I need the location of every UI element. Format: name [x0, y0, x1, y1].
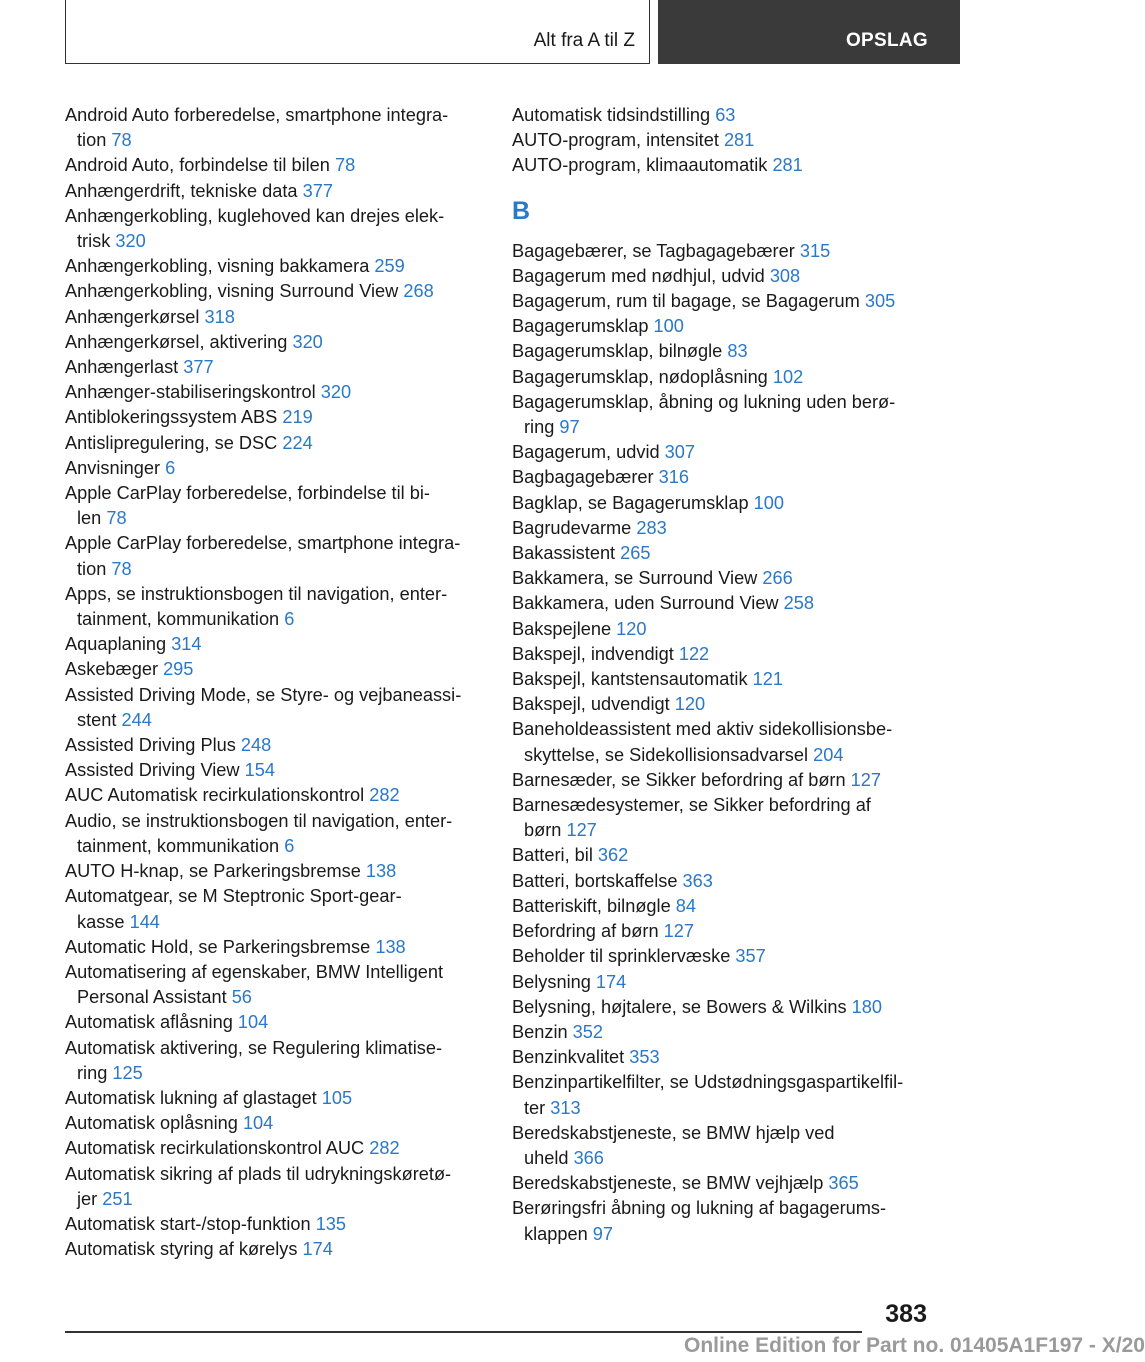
index-entry: [65, 1111, 485, 1136]
index-entry-text: tion: [77, 130, 112, 151]
index-entry-text: AUTO H-knap, se Parkeringsbremse: [65, 861, 366, 882]
section-title: Alt fra A til Z: [533, 30, 635, 51]
index-entry: [512, 440, 932, 465]
index-entry-text: Bakkamera, se Surround View: [512, 568, 763, 589]
index-entry-text: Bakspejlene: [512, 618, 617, 639]
index-entry-text: Audio, se instruktionsbogen til navigation, enter-: [65, 810, 453, 831]
index-entry: [512, 1045, 932, 1070]
footer-divider: [65, 1331, 862, 1333]
index-entry: [65, 1162, 485, 1212]
page-reference-link[interactable]: 83: [727, 341, 748, 362]
index-entry-text: Bakassistent: [512, 543, 621, 564]
index-entry: [65, 683, 485, 733]
index-entry: [512, 768, 932, 793]
index-entry-text: AUTO-program, klimaautomatik: [512, 155, 773, 176]
page-number: 383: [885, 1300, 927, 1328]
index-entry: [65, 783, 485, 808]
index-entry-text: Personal Assistant: [77, 987, 232, 1008]
index-entry: [512, 314, 932, 339]
page-reference-link[interactable]: 144: [129, 911, 160, 932]
page-reference-link[interactable]: 174: [302, 1239, 333, 1260]
index-entry-text: Befordring af børn: [512, 921, 664, 942]
index-entry-text: Anhængerkobling, visning bakkamera: [65, 256, 375, 277]
page-reference-link[interactable]: 282: [369, 1138, 400, 1159]
index-entry-text: Apple CarPlay forberedelse, forbindelse til bi-: [65, 483, 430, 504]
index-entry-text: Beholder til sprinklervæske: [512, 946, 736, 967]
index-entry-text: AUC Automatisk recirkulationskontrol: [65, 785, 370, 806]
page-reference-link[interactable]: 251: [102, 1188, 133, 1209]
index-entry-text: Anhængerkobling, kuglehoved kan drejes elek-: [65, 205, 445, 226]
index-entry-text: Bakspejl, udvendigt: [512, 694, 675, 715]
index-entry: [65, 1010, 485, 1035]
index-entry-text: Automatic Hold, se Parkeringsbremse: [65, 936, 376, 957]
index-entry-text: Bagagerumsklap, åbning og lukning uden berø-: [512, 391, 896, 412]
index-entry-text: Baneholdeassistent med aktiv sidekollisionsbe-: [512, 719, 893, 740]
header-chapter-tab[interactable]: [658, 0, 960, 64]
page-reference-link[interactable]: 363: [682, 870, 713, 891]
index-entry: [65, 279, 485, 304]
page-reference-link[interactable]: 97: [559, 417, 580, 438]
index-entry-text: Bagagerumsklap, nødoplåsning: [512, 366, 773, 387]
page-reference-link[interactable]: 320: [320, 382, 352, 403]
index-entry: [512, 1020, 932, 1045]
index-entry-text: Automatisk start-/stop-funktion: [65, 1213, 316, 1234]
index-entry-text: ring: [77, 1062, 113, 1083]
index-entry-text: Bakspejl, kantstensautomatik: [512, 669, 753, 690]
index-entry-text: Bagagerum med nødhjul, udvid: [512, 265, 770, 286]
index-entry: [512, 717, 932, 767]
index-entry: [512, 365, 932, 390]
index-entry-text: Bagagerum, udvid: [512, 442, 665, 463]
index-entry: [65, 305, 485, 330]
page-reference-link[interactable]: 122: [678, 643, 710, 664]
index-entry-text: kasse: [77, 911, 130, 932]
index-entry-text: Batteri, bil: [512, 845, 598, 866]
index-entry-text: stent: [77, 709, 122, 730]
index-entry-text: Assisted Driving Mode, se Styre- og vejbaneassi-: [65, 684, 462, 705]
page-reference-link[interactable]: 97: [592, 1223, 613, 1244]
index-entry-text: Automatisk lukning af glastaget: [65, 1087, 322, 1108]
index-entry: [65, 657, 485, 682]
page-reference-link[interactable]: 353: [629, 1047, 660, 1068]
index-entry-text: Benzinpartikelfilter, se Udstødningsgaspartikelfil-: [512, 1072, 904, 1093]
index-entry: [512, 153, 932, 178]
index-entry: [512, 516, 932, 541]
index-entry-text: klappen: [524, 1223, 593, 1244]
index-entry-text: AUTO-program, intensitet: [512, 130, 724, 151]
index-entry-text: Anhængerkobling, visning Surround View: [65, 281, 404, 302]
index-entry: [65, 733, 485, 758]
page-reference-link[interactable]: 78: [334, 155, 356, 176]
index-entry-text: ter: [524, 1097, 551, 1118]
index-entry: [512, 264, 932, 289]
index-entry: [512, 289, 932, 314]
index-entry: [65, 1086, 485, 1111]
section-letter-b: B: [512, 196, 531, 225]
page-reference-link[interactable]: 104: [237, 1012, 269, 1033]
page-reference-link[interactable]: 138: [375, 936, 406, 957]
index-entry-text: uheld: [524, 1147, 574, 1168]
index-entry: [512, 566, 932, 591]
page-reference-link[interactable]: 127: [663, 921, 694, 942]
index-entry: [512, 390, 932, 440]
index-column-left: [65, 103, 485, 1262]
index-entry-text: tion: [77, 558, 112, 579]
index-entry: [512, 642, 932, 667]
index-entry: [65, 1136, 485, 1161]
index-entry-text: jer: [77, 1188, 103, 1209]
index-entry-text: Assisted Driving View: [65, 760, 245, 781]
page-reference-link[interactable]: 127: [566, 820, 597, 841]
index-entry-text: Automatisk oplåsning: [65, 1113, 243, 1134]
page-reference-link[interactable]: 316: [658, 467, 689, 488]
page-reference-link[interactable]: 258: [783, 593, 814, 614]
page-reference-link[interactable]: 135: [315, 1213, 347, 1234]
index-entry: [512, 793, 932, 843]
index-entry: [65, 103, 485, 153]
index-entry: [65, 1212, 485, 1237]
page-reference-link[interactable]: 268: [403, 281, 434, 302]
index-entry-text: Automatisk recirkulationskontrol AUC: [65, 1138, 370, 1159]
index-entry: [512, 894, 932, 919]
index-entry-text: Batteri, bortskaffelse: [512, 870, 683, 891]
page-reference-link[interactable]: 320: [292, 331, 323, 352]
index-entry: [65, 405, 485, 430]
index-entry: [512, 239, 932, 264]
page-reference-link[interactable]: 259: [374, 256, 405, 277]
index-entry: [512, 1121, 932, 1171]
page-reference-link[interactable]: 138: [365, 861, 397, 882]
page-reference-link[interactable]: 305: [864, 291, 896, 312]
page-reference-link[interactable]: 63: [715, 105, 736, 125]
page-reference-link[interactable]: 315: [799, 240, 831, 261]
index-entry-text: Anhængerkørsel: [65, 306, 205, 327]
index-entry-text: Bagagerum, rum til bagage, se Bagagerum: [512, 291, 865, 312]
index-entry: [512, 1171, 932, 1196]
index-entry-text: Bagagerumsklap: [512, 316, 654, 337]
index-entry: [512, 103, 932, 128]
page-reference-link[interactable]: 314: [171, 634, 202, 655]
index-entry: [512, 491, 932, 516]
page-reference-link[interactable]: 100: [753, 492, 784, 513]
page-reference-link[interactable]: 313: [550, 1097, 581, 1118]
index-entry: [65, 204, 485, 254]
index-entry-text: len: [77, 508, 107, 529]
index-entry: [65, 153, 485, 178]
index-entry: [512, 465, 932, 490]
index-entry-text: Automatisk aflåsning: [65, 1012, 238, 1033]
index-entry-text: Belysning: [512, 971, 596, 992]
index-entry-text: Aquaplaning: [65, 634, 172, 655]
index-entry: [65, 330, 485, 355]
page-reference-link[interactable]: 78: [111, 130, 132, 151]
index-entry: [65, 380, 485, 405]
page-reference-link[interactable]: 352: [572, 1021, 604, 1042]
index-entry-text: Bagagerumsklap, bilnøgle: [512, 341, 728, 362]
index-entry-text: Anhænger-stabiliseringskontrol: [65, 382, 321, 403]
index-entry: [65, 1036, 485, 1086]
page-reference-link[interactable]: 219: [282, 407, 313, 428]
index-entry-text: Apps, se instruktionsbogen til navigation, enter-: [65, 583, 448, 604]
index-entry-text: Automatisk styring af kørelys: [65, 1239, 303, 1260]
page-reference-link[interactable]: 120: [616, 618, 647, 639]
page-reference-link[interactable]: 265: [620, 543, 651, 564]
index-entry-text: Barnesædesystemer, se Sikker befordring af: [512, 795, 871, 816]
index-entry-text: trisk: [77, 231, 116, 252]
index-entry: [65, 254, 485, 279]
page-reference-link[interactable]: 244: [121, 709, 152, 730]
index-entry-text: Anhængerlast: [65, 357, 184, 378]
index-entry-text: Anhængerdrift, tekniske data: [65, 180, 303, 201]
index-entry: [65, 632, 485, 657]
page-reference-link[interactable]: 248: [240, 735, 272, 756]
page-reference-link[interactable]: 102: [772, 366, 804, 387]
index-entry: [512, 843, 932, 868]
page-reference-link[interactable]: 6: [284, 609, 295, 630]
page-reference-link[interactable]: 204: [813, 744, 844, 765]
page-reference-link[interactable]: 308: [769, 265, 801, 286]
index-entry-text: Automatgear, se M Steptronic Sport-gear-: [65, 886, 402, 907]
page-reference-link[interactable]: 6: [284, 835, 295, 856]
page-reference-link[interactable]: 377: [302, 180, 333, 201]
index-entry: [65, 884, 485, 934]
index-entry-text: Askebæger: [65, 659, 164, 680]
index-entry: [512, 591, 932, 616]
index-entry-text: Berøringsfri åbning og lukning af bagagerums-: [512, 1198, 887, 1219]
page-reference-link[interactable]: 357: [735, 946, 766, 967]
index-group-a-continued: [512, 103, 932, 179]
index-entry: [512, 339, 932, 364]
index-entry-text: Barnesæder, se Sikker befordring af børn: [512, 769, 851, 790]
index-entry: [65, 859, 485, 884]
index-entry-text: børn: [524, 820, 567, 841]
index-entry-text: Android Auto forberedelse, smartphone integra-: [65, 105, 449, 125]
index-entry: [512, 919, 932, 944]
index-entry-text: Bakkamera, uden Surround View: [512, 593, 784, 614]
page-reference-link[interactable]: 283: [636, 517, 667, 538]
page-reference-link[interactable]: 318: [204, 306, 235, 327]
page-reference-link[interactable]: 127: [850, 769, 882, 790]
index-column-right: [512, 103, 932, 1247]
index-entry-text: skyttelse, se Sidekollisionsadvarsel: [524, 744, 814, 765]
index-entry: [65, 960, 485, 1010]
index-entry: [65, 481, 485, 531]
page-reference-link[interactable]: 78: [111, 558, 132, 579]
index-entry: [65, 531, 485, 581]
index-entry: [65, 1237, 485, 1262]
index-entry-text: Bagklap, se Bagagerumsklap: [512, 492, 754, 513]
page-reference-link[interactable]: 377: [183, 357, 214, 378]
page-reference-link[interactable]: 100: [653, 316, 684, 337]
index-entry: [65, 355, 485, 380]
page-reference-link[interactable]: 366: [573, 1147, 604, 1168]
page-reference-link[interactable]: 104: [242, 1113, 274, 1134]
footer-watermark: Online Edition for Part no. 01405A1F197 - X/20: [684, 1334, 1145, 1357]
page-reference-link[interactable]: 56: [231, 987, 252, 1008]
index-entry-text: Belysning, højtalere, se Bowers & Wilkins: [512, 996, 852, 1017]
page-reference-link[interactable]: 174: [595, 971, 627, 992]
index-entry-text: Anhængerkørsel, aktivering: [65, 331, 293, 352]
page-reference-link[interactable]: 295: [163, 659, 194, 680]
index-entry: [512, 944, 932, 969]
chapter-title: OPSLAG: [845, 30, 928, 51]
index-entry: [65, 809, 485, 859]
index-entry: [512, 1070, 932, 1120]
index-entry: [65, 935, 485, 960]
index-entry-text: Bakspejl, indvendigt: [512, 643, 679, 664]
page-reference-link[interactable]: 154: [244, 760, 275, 781]
index-entry: [65, 758, 485, 783]
page-reference-link[interactable]: 281: [723, 130, 755, 151]
page-reference-link[interactable]: 281: [772, 155, 803, 176]
index-entry: [512, 667, 932, 692]
page-reference-link[interactable]: 180: [851, 996, 882, 1017]
index-entry: [65, 431, 485, 456]
index-entry: [512, 541, 932, 566]
index-entry-text: Antiblokeringssystem ABS: [65, 407, 283, 428]
index-entry-text: tainment, kommunikation: [77, 609, 285, 630]
page-reference-link[interactable]: 224: [282, 432, 313, 453]
index-entry-text: Antislipregulering, se DSC: [65, 432, 283, 453]
page-reference-link[interactable]: 6: [165, 457, 176, 478]
index-entry: [512, 869, 932, 894]
page-reference-link[interactable]: 78: [106, 508, 127, 529]
index-entry-text: Automatisk tidsindstilling: [512, 105, 716, 125]
index-entry-text: Bagbagagebærer: [512, 467, 659, 488]
index-entry-text: Beredskabstjeneste, se BMW hjælp ved: [512, 1122, 835, 1143]
index-entry: [65, 179, 485, 204]
index-entry-text: ring: [524, 417, 560, 438]
index-entry: [512, 692, 932, 717]
index-entry: [512, 617, 932, 642]
index-entry-text: tainment, kommunikation: [77, 835, 285, 856]
page-reference-link[interactable]: 125: [112, 1062, 143, 1083]
index-entry-text: Anvisninger: [65, 457, 166, 478]
page-reference-link[interactable]: 84: [675, 895, 696, 916]
page-reference-link[interactable]: 121: [752, 669, 783, 690]
page-reference-link[interactable]: 320: [115, 231, 146, 252]
page-reference-link[interactable]: 105: [321, 1087, 353, 1108]
index-entry-text: Bagagebærer, se Tagbagagebærer: [512, 240, 800, 261]
index-entry-text: Assisted Driving Plus: [65, 735, 241, 756]
page-reference-link[interactable]: 266: [762, 568, 793, 589]
index-entry-text: Android Auto, forbindelse til bilen: [65, 155, 335, 176]
page-reference-link[interactable]: 282: [369, 785, 400, 806]
index-entry-text: Automatisk sikring af plads til udrykningskøretø-: [65, 1163, 452, 1184]
index-entry-text: Automatisk aktivering, se Regulering klimatise-: [65, 1037, 443, 1058]
index-entry: [512, 1196, 932, 1246]
page-reference-link[interactable]: 120: [674, 694, 706, 715]
page-reference-link[interactable]: 365: [828, 1173, 859, 1194]
index-entry-text: Apple CarPlay forberedelse, smartphone integra-: [65, 533, 461, 554]
index-entry: [65, 456, 485, 481]
page-reference-link[interactable]: 362: [597, 845, 629, 866]
index-entry-text: Benzin: [512, 1021, 573, 1042]
page-reference-link[interactable]: 307: [664, 442, 696, 463]
index-entry: [512, 970, 932, 995]
header-section-box: [65, 0, 650, 64]
index-entry: [65, 582, 485, 632]
index-group-b: [512, 239, 932, 1247]
index-entry-text: Beredskabstjeneste, se BMW vejhjælp: [512, 1173, 829, 1194]
index-entry-text: Benzinkvalitet: [512, 1047, 630, 1068]
index-entry-text: Batteriskift, bilnøgle: [512, 895, 676, 916]
index-entry: [512, 128, 932, 153]
index-entry-text: Automatisering af egenskaber, BMW Intelligent: [65, 961, 444, 982]
index-entry: [512, 995, 932, 1020]
index-entry-text: Bagrudevarme: [512, 517, 637, 538]
